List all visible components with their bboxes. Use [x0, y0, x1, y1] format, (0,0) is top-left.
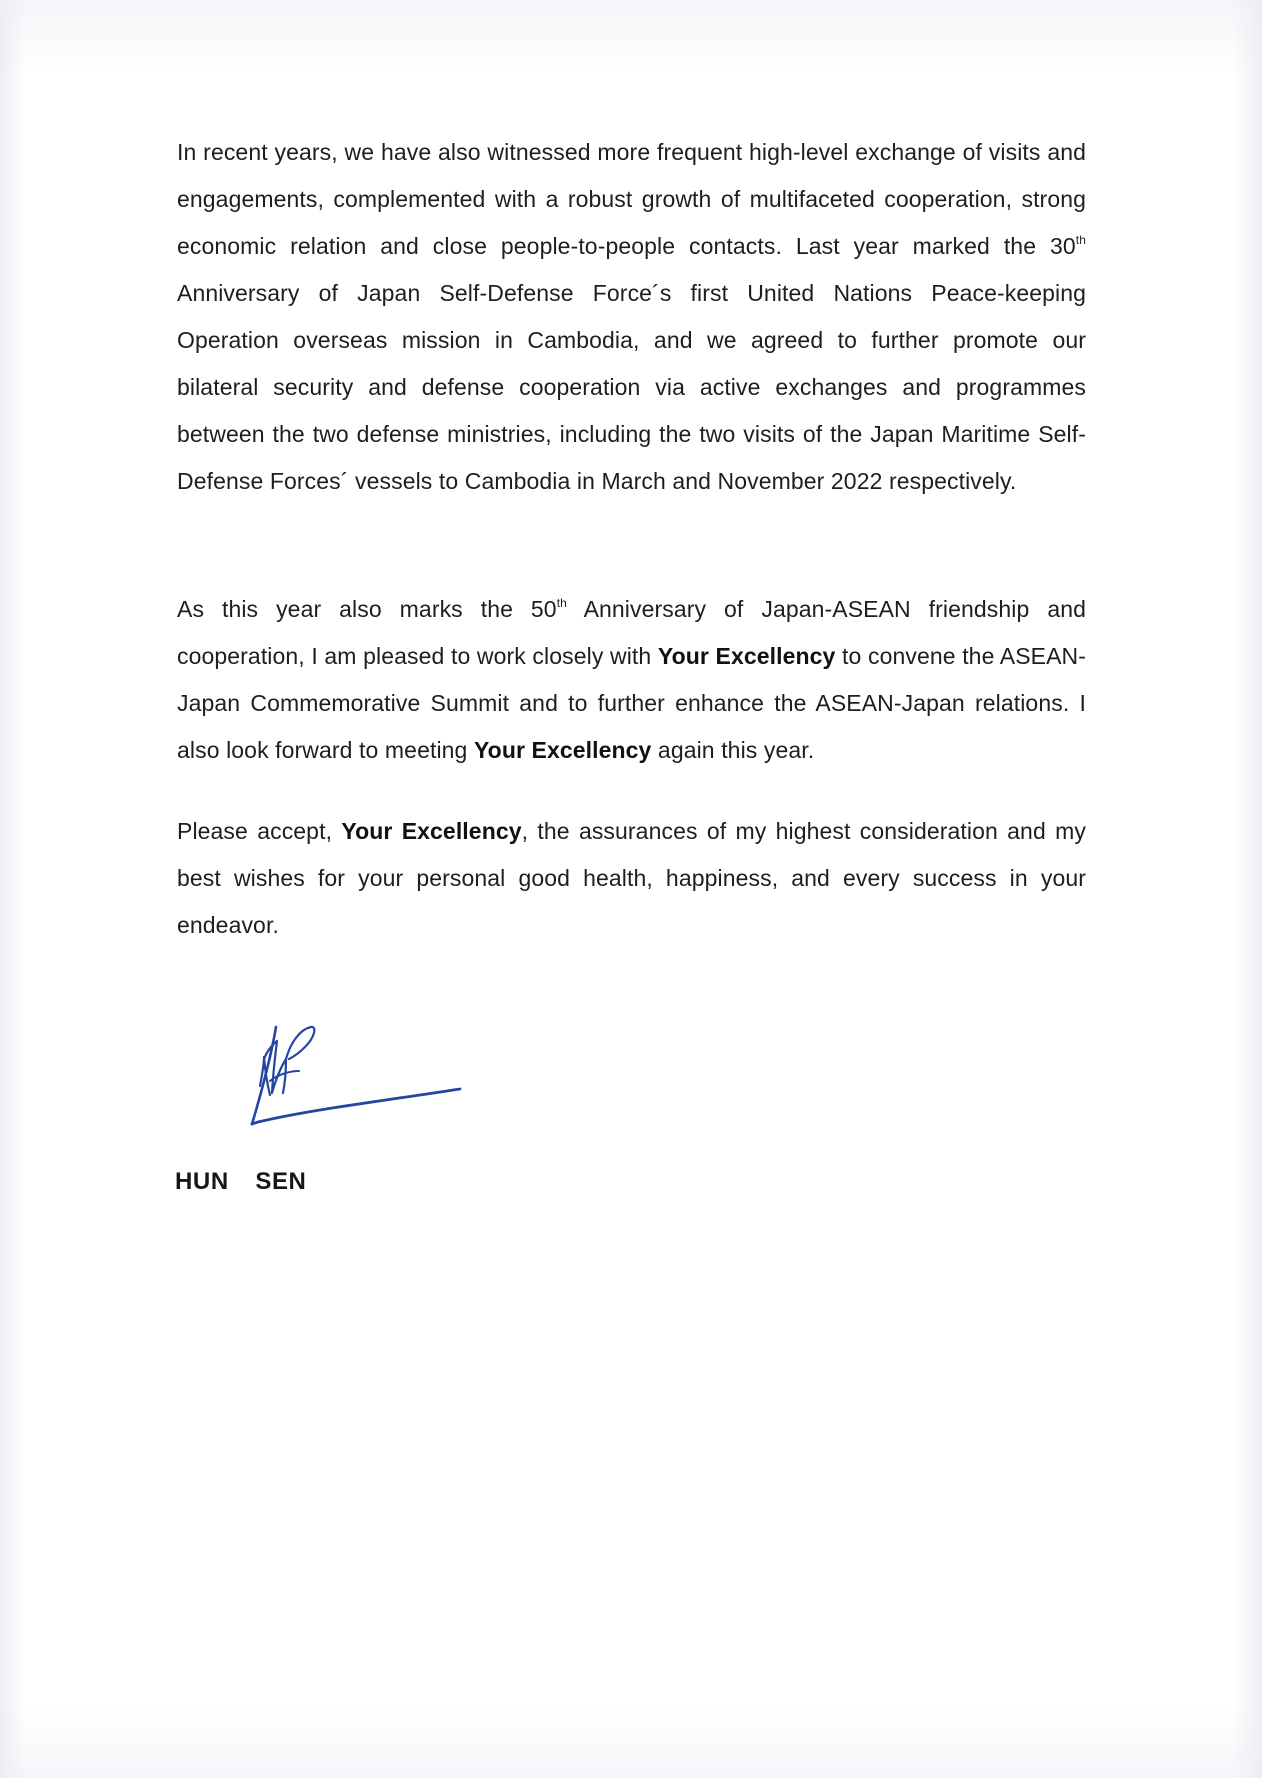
ordinal-suffix: th [556, 595, 567, 610]
your-excellency-reference: Your Excellency [341, 818, 522, 844]
paragraph-2-text-d: again this year. [651, 737, 815, 763]
signer-name: HUN SEN [175, 1168, 307, 1195]
handwritten-signature-icon [243, 1023, 468, 1131]
paragraph-2-text-a: As this year also marks the 50 [177, 596, 557, 622]
ordinal-suffix: th [1075, 232, 1086, 247]
paragraph-3-text-a: Please accept, [177, 818, 342, 844]
paragraph-closing-courtesy [177, 808, 1086, 949]
paragraph-1-text-b: Anniversary of Japan Self-Defense Force´s first United Nations Peace-keeping Operation overseas mission in Cambodia, and we agreed to further promote our bilateral security and defense cooperation via active exchanges and programmes between the two defense ministries, including the two visits of the Japan Maritime Self-Defense Forces´ vessels to Cambodia in March and November 2022 respectively. [177, 280, 1086, 494]
paragraph-bilateral-cooperation [177, 129, 1086, 505]
your-excellency-reference: Your Excellency [657, 643, 836, 669]
paragraph-1-text-a: In recent years, we have also witnessed more frequent high-level exchange of visits and engagements, complemented with a robust growth of multifaceted cooperation, strong economic relation and close people-to-people contacts. Last year marked the 30 [177, 139, 1086, 259]
paragraph-3-text-b: , the assurances of my highest consideration and my best wishes for your personal good health, happiness, and every success in your endeavor. [177, 818, 1086, 938]
paragraph-asean-anniversary [177, 586, 1086, 774]
your-excellency-reference: Your Excellency [473, 737, 652, 763]
paragraph-2-text-b: Anniversary of Japan-ASEAN friendship and cooperation, I am pleased to work closely with [177, 596, 1086, 669]
paragraph-2-text-c: to convene the ASEAN-Japan Commemorative Summit and to further enhance the ASEAN-Japan relations. I also look forward to meeting [177, 643, 1086, 763]
